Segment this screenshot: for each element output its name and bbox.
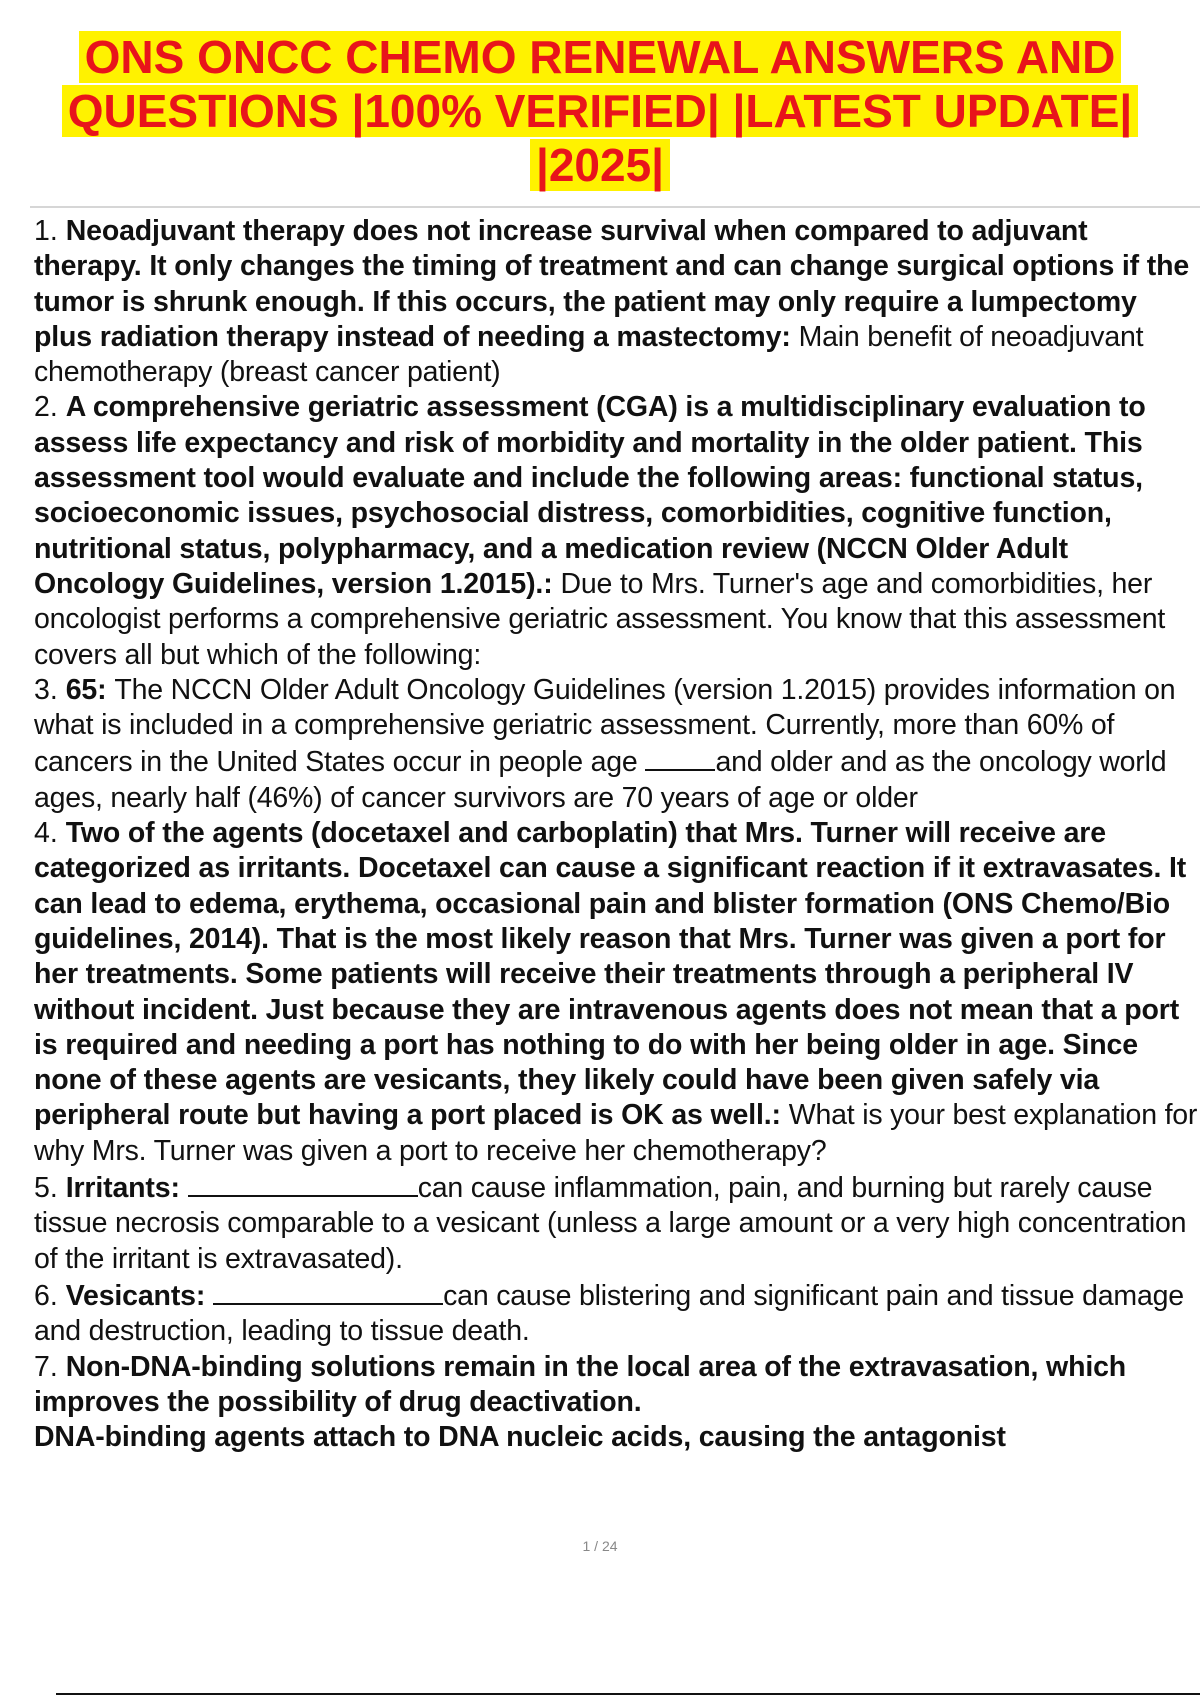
item-question: Due to Mrs. Turner's age and comorbidities, her oncologist performs a comprehensive geriatric assessment. You know that this assessment covers all but which of the following:: [34, 567, 1166, 671]
list-item: [34, 1350, 1200, 1456]
item-number: 6.: [34, 1279, 58, 1312]
item-answer-bold: A comprehensive geriatric assessment (CGA) is a multidisciplinary evaluation to assess life expectancy and risk of morbidity and mortality in the older patient. This assessment tool would evaluate and include the following areas: functional status, socioeconomic issues, psychosocial distress, comorbidities, cognitive function, nutritional status, polypharmacy, and a medication review (NCCN Older Adult Oncology Guidelines, version 1.2015).:: [34, 391, 1146, 600]
item-question: What is your best explanation for why Mrs. Turner was given a port to receive her chemotherapy?: [34, 1099, 1198, 1167]
item-number: 1.: [34, 215, 58, 247]
list-item: [34, 1277, 1200, 1350]
item-question: can cause inflammation, pain, and burning but rarely cause tissue necrosis comparable to a vesicant (unless a large amount or a very high concentration of the irritant is extravasated).: [34, 1172, 1187, 1275]
item-answer-bold: Vesicants:: [65, 1279, 206, 1312]
fill-in-blank: [645, 743, 715, 771]
list-item: [34, 214, 1200, 390]
title-line-3: |2025|: [530, 139, 670, 191]
item-answer-bold: Irritants:: [65, 1172, 180, 1205]
item-answer-bold: Two of the agents (docetaxel and carboplatin) that Mrs. Turner will receive are categorized as irritants. Docetaxel can cause a significant reaction if it extravasates. It can lead to edema, erythema, occasional pain and blister formation (ONS Chemo/Bio guidelines, 2014). That is the most likely reason that Mrs. Turner was given a port for her treatments. Some patients will receive their treatments through a peripheral IV without incident. Just because they are intravenous agents does not mean that a port is required and needing a port has nothing to do with her being older in age. Since none of these agents are vesicants, they likely could have been given safely via peripheral route but having a port placed is OK as well.:: [34, 817, 1187, 1132]
item-question: can cause blistering and significant pain and tissue damage and destruction, leading to tissue death.: [34, 1279, 1184, 1348]
title-divider: [30, 206, 1200, 208]
item-question: The NCCN Older Adult Oncology Guidelines (version 1.2015) provides information on what is included in a comprehensive geriatric assessment. Currently, more than 60% of cancers in the United States occur in people age: [34, 673, 1176, 779]
page-indicator: 1 / 24: [582, 1538, 618, 1554]
item-question-continued: and older and as the oncology world ages, nearly half (46%) of cancer survivors are 70 years of age or older: [34, 746, 1167, 814]
question-list: [34, 214, 1200, 1534]
item-number: 4.: [34, 817, 58, 850]
list-item: [34, 816, 1200, 1169]
bottom-divider: [56, 1693, 1200, 1695]
item-answer-bold: 65:: [65, 673, 107, 706]
title-line-1: ONS ONCC CHEMO RENEWAL ANSWERS AND: [79, 31, 1122, 83]
item-answer-bold-continued: DNA-binding agents attach to DNA nucleic acids, causing the antagonist: [34, 1421, 1006, 1454]
item-question: Main benefit of neoadjuvant chemotherapy (breast cancer patient): [34, 320, 1144, 389]
list-item: [34, 1169, 1200, 1277]
list-item: [34, 673, 1200, 816]
item-answer-bold: Non-DNA-binding solutions remain in the local area of the extravasation, which improves the possibility of drug deactivation.: [34, 1350, 1127, 1418]
item-number: 5.: [34, 1172, 58, 1205]
item-number: 7.: [34, 1350, 58, 1383]
list-item: [34, 390, 1200, 672]
title-line-2: QUESTIONS |100% VERIFIED| |LATEST UPDATE|: [62, 85, 1139, 137]
fill-in-blank: [188, 1169, 418, 1197]
document-title: [0, 30, 1200, 192]
item-answer-bold: Neoadjuvant therapy does not increase survival when compared to adjuvant therapy. It only changes the timing of treatment and can change surgical options if the tumor is shrunk enough. If this occurs, the patient may only require a lumpectomy plus radiation therapy instead of needing a mastectomy:: [34, 215, 1190, 353]
item-number: 2.: [34, 391, 58, 424]
fill-in-blank: [213, 1277, 443, 1305]
item-number: 3.: [34, 673, 58, 706]
